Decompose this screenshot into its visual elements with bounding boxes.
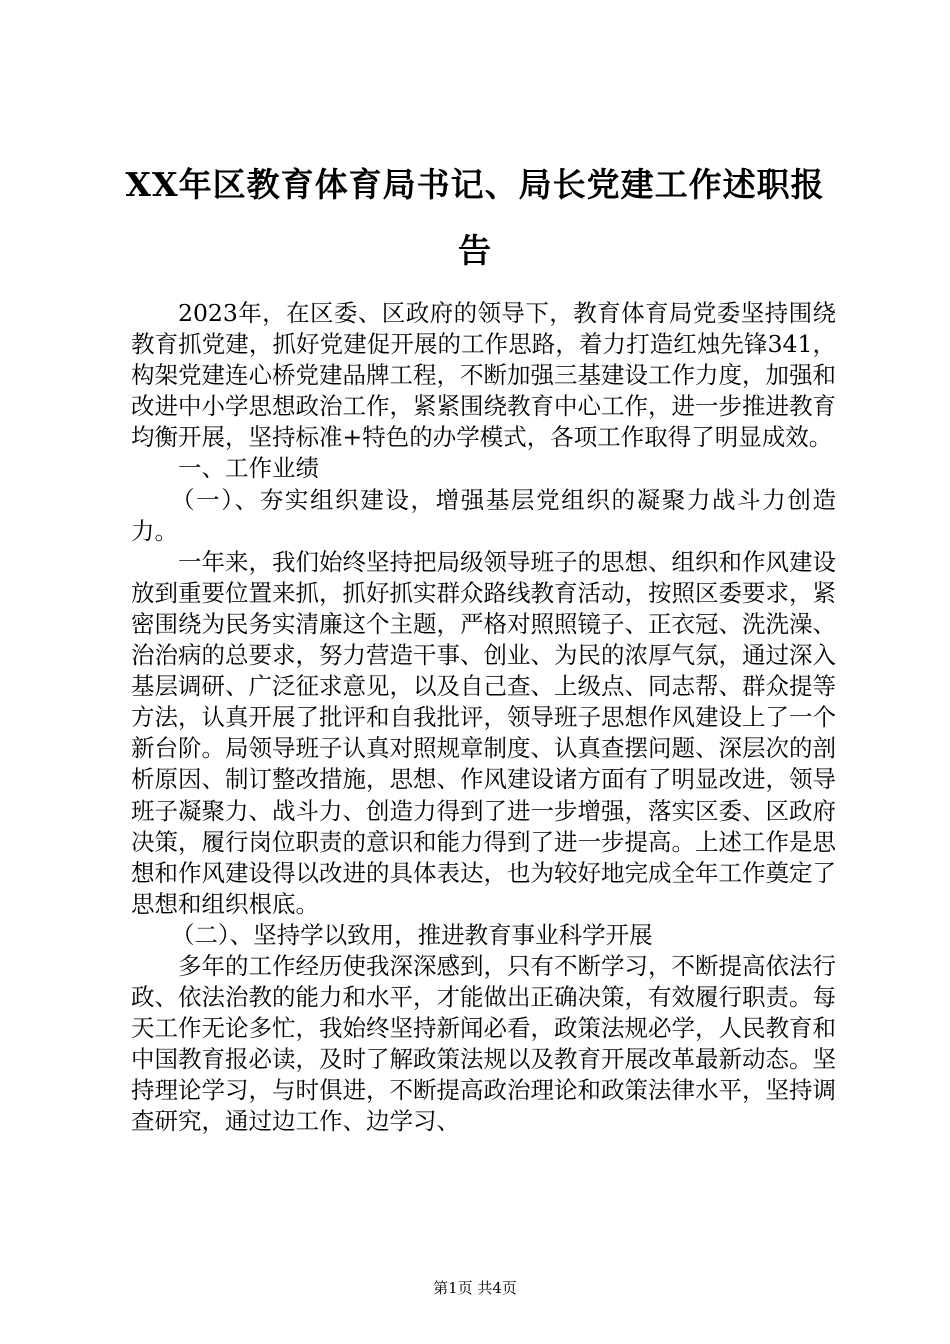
body-paragraph: 多年的工作经历使我深深感到，只有不断学习，不断提高依法行政、依法治教的能力和水平，才能做出正确决策，有效履行职责。每天工作无论多忙，我始终坚持新闻必看，政策法规必学，人民教育和中国教育报必读，及时了解政策法规以及教育开展改革最新动态。坚持理论学习，与时俱进，不断提高政治理论和政策法律水平，坚持调查研究，通过边工作、边学习、 — [131, 951, 836, 1136]
body-paragraph: 一年来，我们始终坚持把局级领导班子的思想、组织和作风建设放到重要位置来抓，抓好抓实群众路线教育活动，按照区委要求，紧密围绕为民务实清廉这个主题，严格对照照镜子、正衣冠、洗洗澡、治治病的总要求，努力营造干事、创业、为民的浓厚气氛，通过深入基层调研、广泛征求意见，以及自己查、上级点、同志帮、群众提等方法，认真开展了批评和自我批评，领导班子思想作风建设上了一个新台阶。局领导班子认真对照规章制度、认真查摆问题、深层次的剖析原因、制订整改措施，思想、作风建设诸方面有了明显改进，领导班子凝聚力、战斗力、创造力得到了进一步增强，落实区委、区政府决策，履行岗位职责的意识和能力得到了进一步提高。上述工作是思想和作风建设得以改进的具体表达，也为较好地完成全年工作奠定了思想和组织根底。 — [131, 547, 836, 918]
page-footer: 第1页 共4页 — [433, 1279, 517, 1297]
document-title: XX年区教育体育局书记、局长党建工作述职报告 — [125, 165, 825, 270]
intro-paragraph: 2023年，在区委、区政府的领导下，教育体育局党委坚持围绕教育抓党建，抓好党建促开展的工作思路，着力打造红烛先锋341，构架党建连心桥党建品牌工程，不断加强三基建设工作力度，加强和改进中小学思想政治工作，紧紧围绕教育中心工作，进一步推进教育均衡开展，坚持标准+特色的办学模式，各项工作取得了明显成效。 — [131, 299, 836, 452]
section-heading: 一、工作业绩 — [178, 454, 319, 483]
document-body — [131, 298, 836, 1138]
subsection-heading: （一）、夯实组织建设，增强基层党组织的凝聚力战斗力创造力。 — [131, 485, 836, 545]
subsection-heading: （二）、坚持学以致用，推进教育事业科学开展 — [170, 920, 653, 949]
